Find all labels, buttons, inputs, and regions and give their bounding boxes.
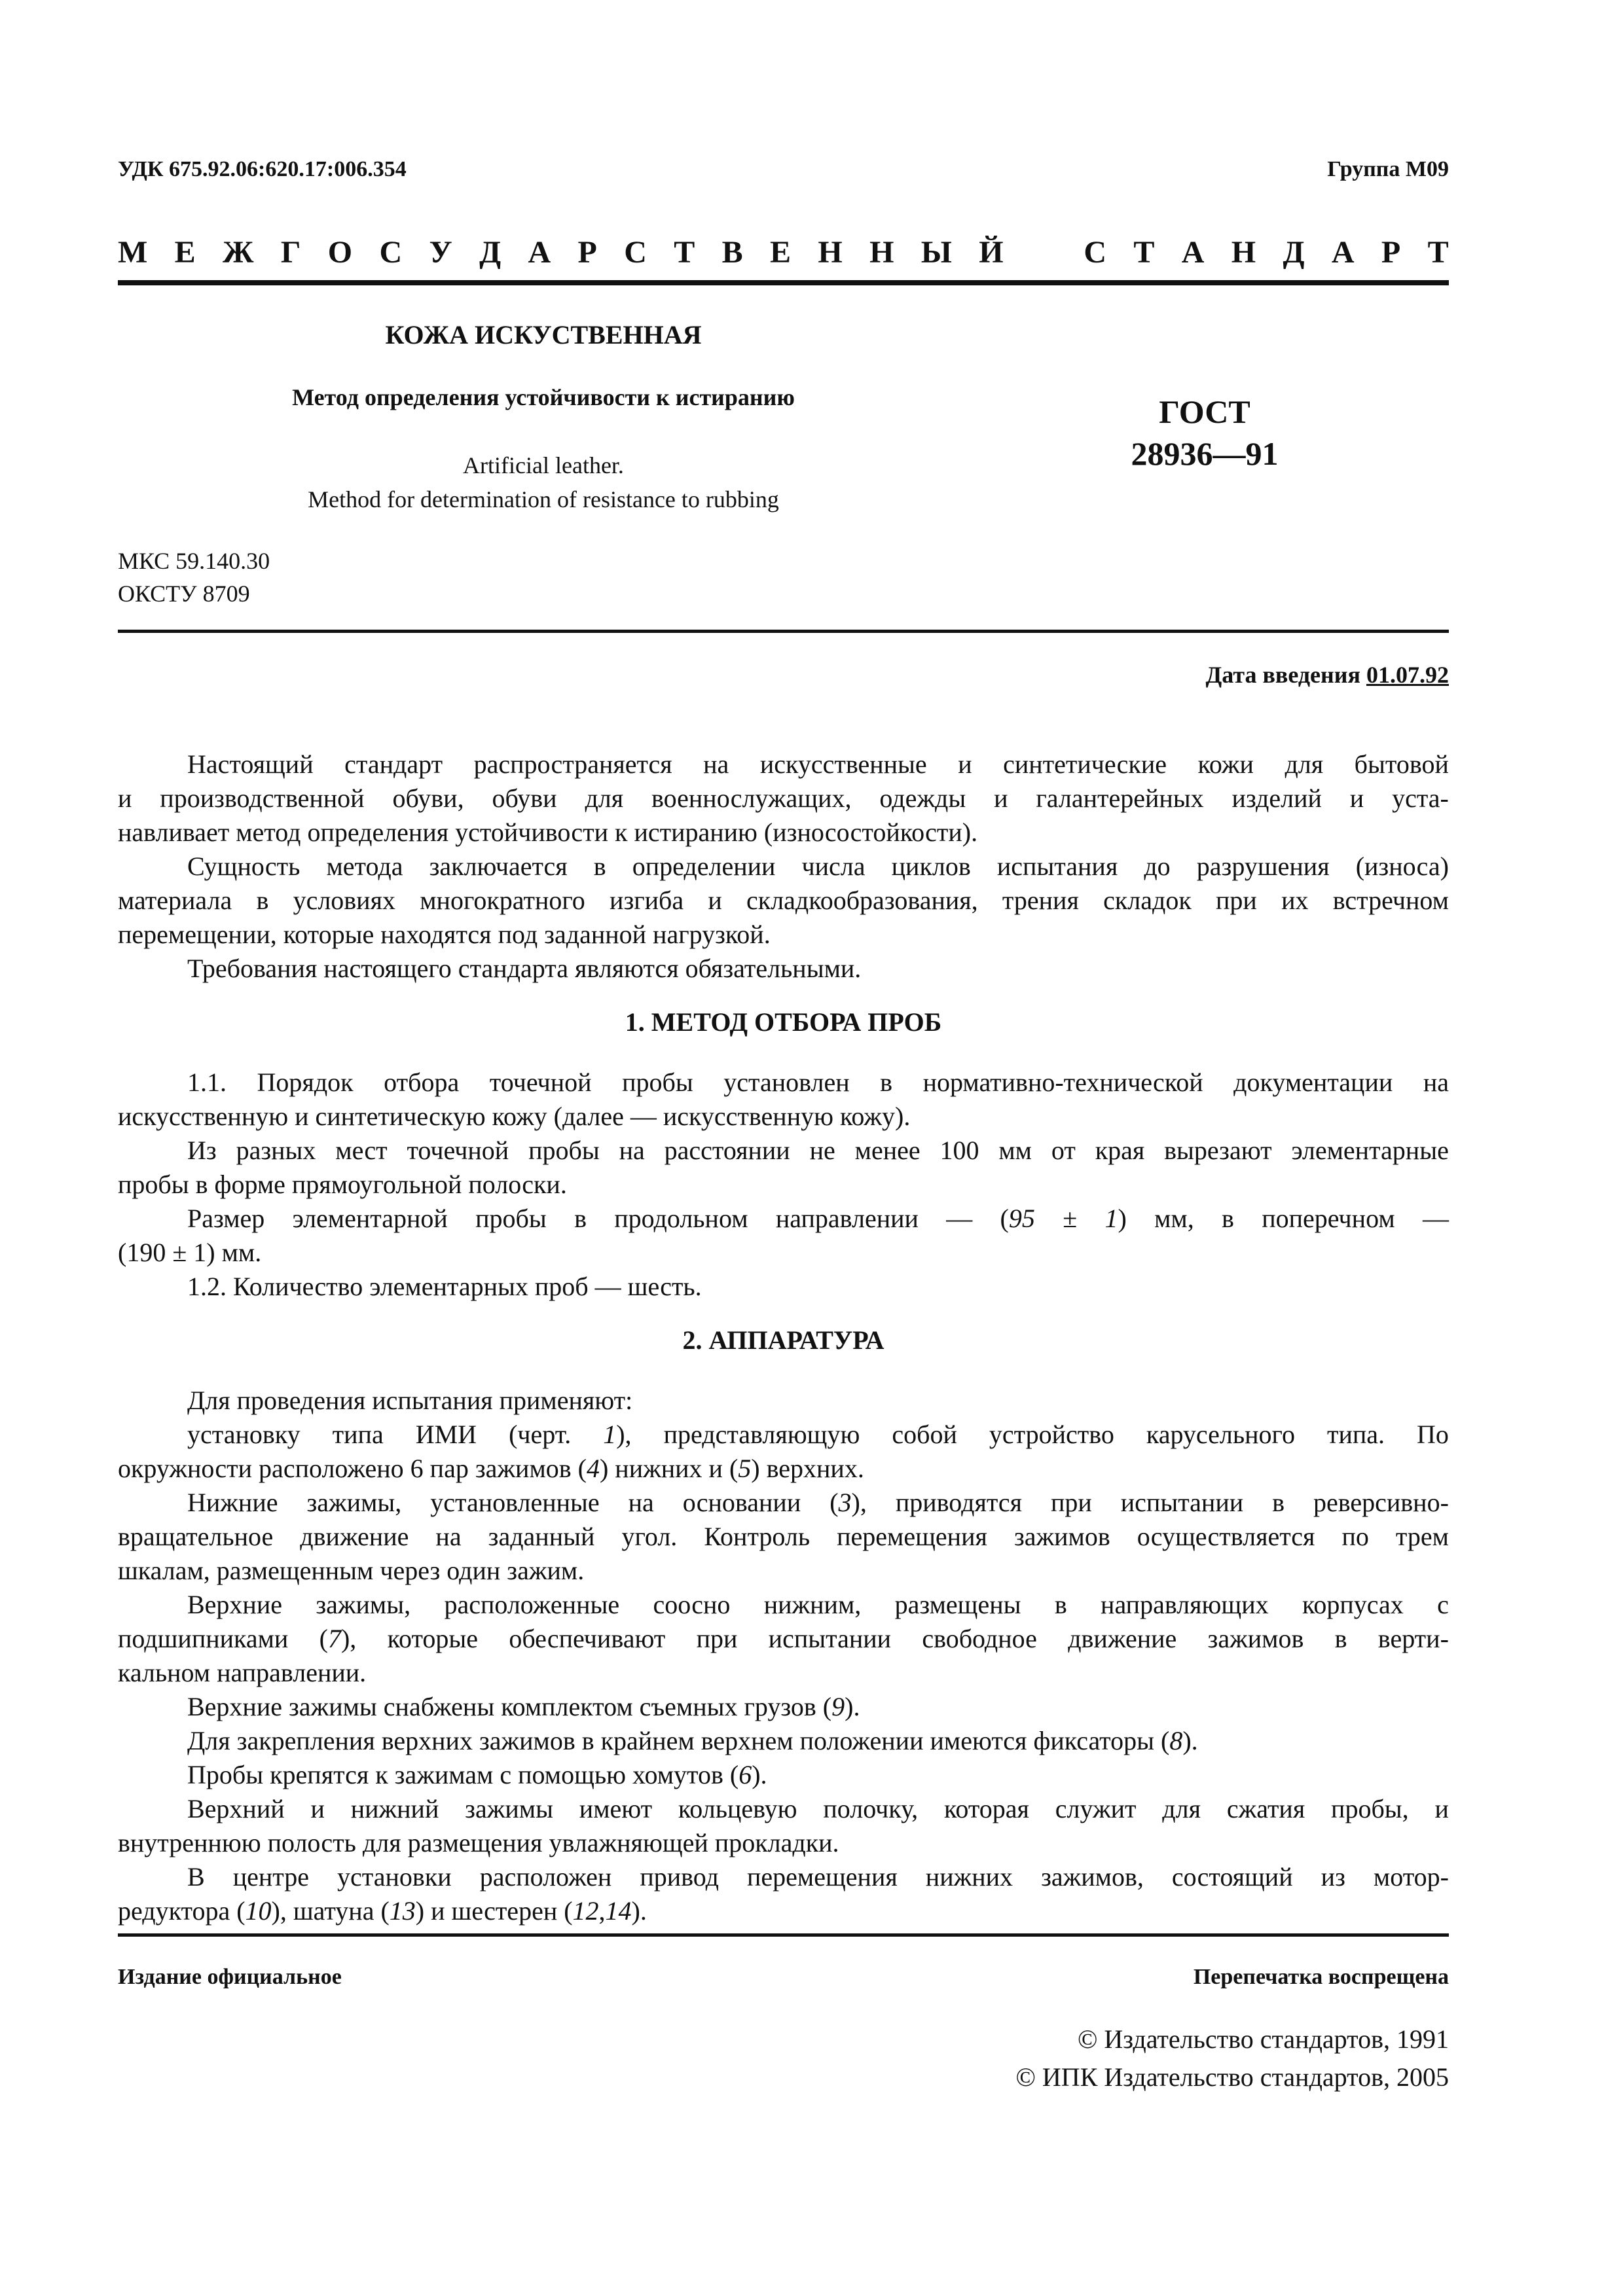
word: свободное — [922, 1624, 1037, 1653]
word-gap — [1030, 234, 1057, 270]
gost-label: ГОСТ — [1159, 393, 1250, 430]
word: 100 — [939, 1136, 979, 1165]
word: зажимы, — [306, 1488, 402, 1517]
word: кольцевую — [678, 1794, 797, 1823]
word: собой — [892, 1420, 957, 1449]
word: и — [994, 783, 1008, 813]
word: испытании — [768, 1624, 892, 1653]
document-title: КОЖА ИСКУСТВЕННАЯ — [385, 320, 702, 350]
word: до — [1144, 852, 1171, 881]
word: (черт. — [509, 1420, 572, 1449]
word: представляющую — [663, 1420, 860, 1449]
word: при — [1216, 886, 1257, 915]
word: на — [1423, 1067, 1449, 1097]
word: условиях — [293, 886, 395, 915]
word: Сущность — [187, 852, 301, 881]
word: одежды — [879, 783, 966, 813]
word: размещены — [894, 1590, 1021, 1619]
text-line: перемещении, которые находятся под заданной нагрузкой. — [118, 920, 771, 949]
word: сжатия — [1226, 1794, 1305, 1823]
word: — — [946, 1204, 973, 1233]
gost-number: 28936—91 — [1131, 435, 1279, 472]
text-line: Для проведения испытания применяют: — [187, 1386, 633, 1415]
word: мотор- — [1373, 1862, 1449, 1892]
word: разрушения — [1196, 852, 1330, 881]
word: мм — [998, 1136, 1032, 1165]
word: заключается — [429, 852, 568, 881]
document-body — [118, 747, 1449, 1928]
text-line: кальном направлении. — [118, 1658, 367, 1687]
word: для — [1285, 749, 1324, 779]
interstate-letter: А — [1181, 235, 1205, 270]
word: зажимы, — [316, 1590, 411, 1619]
word: состоящий — [1171, 1862, 1293, 1892]
top-rule — [118, 280, 1449, 285]
text-line: шкалам, размещенным через один зажим. — [118, 1556, 585, 1585]
interstate-letter: О — [327, 235, 353, 270]
interstate-letter: В — [721, 235, 743, 270]
word: верти- — [1377, 1624, 1449, 1653]
word: полочку, — [823, 1794, 919, 1823]
section-2-heading: 2. АППАРАТУРА — [682, 1325, 884, 1355]
word: встречном — [1332, 886, 1449, 915]
word: складок — [1103, 886, 1192, 915]
word: установлен — [723, 1067, 850, 1097]
word: обуви — [492, 783, 557, 813]
word: движение — [300, 1522, 409, 1551]
intro-block — [118, 747, 1449, 986]
word: — — [1422, 1204, 1449, 1233]
word: осуществляется — [1137, 1522, 1315, 1551]
word: обуви, — [392, 783, 464, 813]
word: в — [574, 1204, 587, 1233]
word: галантерейных — [1036, 783, 1204, 813]
word: трем — [1395, 1522, 1449, 1551]
interstate-letter: М — [118, 235, 148, 270]
word: и — [1434, 1794, 1449, 1823]
word: мест — [335, 1136, 388, 1165]
word: испытании — [1120, 1488, 1244, 1517]
word: зажимов — [1207, 1624, 1304, 1653]
word: основании — [682, 1488, 801, 1517]
word: отбора — [384, 1067, 460, 1097]
text-line: Требования настоящего стандарта являются обязательными. — [187, 954, 862, 983]
footer-rule — [118, 1933, 1449, 1937]
word: их — [1281, 886, 1309, 915]
word: зажимы — [465, 1794, 553, 1823]
word: вращательное — [118, 1522, 274, 1551]
word: соосно — [653, 1590, 731, 1619]
word: и — [708, 886, 722, 915]
word: Порядок — [257, 1067, 354, 1097]
interstate-letter: Р — [1381, 235, 1401, 270]
word: с — [1437, 1590, 1449, 1619]
word: точечной — [407, 1136, 509, 1165]
word: испытания — [996, 852, 1118, 881]
text-line — [118, 1486, 1449, 1520]
word: пробы — [622, 1067, 693, 1097]
word: заданный — [488, 1522, 595, 1551]
word: (3), — [830, 1488, 867, 1517]
word: в — [1054, 1590, 1067, 1619]
word: и — [310, 1794, 325, 1823]
word: от — [1051, 1136, 1076, 1165]
text-line: Для закрепления верхних зажимов в крайнем верхнем положении имеются фиксаторы ( 8 ). — [187, 1726, 1198, 1755]
word: точечной — [489, 1067, 592, 1097]
word: бытовой — [1354, 749, 1449, 779]
word: имеют — [579, 1794, 653, 1823]
word: искусственные — [759, 749, 927, 779]
word: нижних — [925, 1862, 1013, 1892]
interstate-letter: Д — [479, 235, 501, 270]
text-line: Пробы крепятся к зажимам с помощью хомутов ( 6 ). — [187, 1760, 767, 1789]
word: Верхний — [187, 1794, 285, 1823]
word: при — [696, 1624, 738, 1653]
word: приводятся — [895, 1488, 1022, 1517]
word: кожи — [1197, 749, 1254, 779]
word: складкообразования, — [746, 886, 978, 915]
word: числа — [801, 852, 866, 881]
interstate-letter: Н — [1231, 235, 1256, 270]
text-line — [118, 1860, 1449, 1894]
word: мм, — [1154, 1204, 1194, 1233]
word: и — [118, 783, 132, 813]
word: (7), — [319, 1624, 357, 1653]
word: на — [703, 749, 729, 779]
interstate-letter: Е — [174, 235, 196, 270]
word: Нижние — [187, 1488, 278, 1517]
word: Настоящий — [187, 749, 314, 779]
word: в — [1222, 1204, 1234, 1233]
word: распространяется — [473, 749, 672, 779]
word: на — [619, 1136, 645, 1165]
word: пробы — [528, 1136, 600, 1165]
word: типа — [332, 1420, 384, 1449]
word: перемещения — [747, 1862, 898, 1892]
text-line: искусственную и синтетическую кожу (далее — искусственную кожу). — [118, 1102, 911, 1131]
copyright-1991: © Издательство стандартов, 1991 — [1077, 2024, 1449, 2054]
word: привод — [640, 1862, 719, 1892]
word: Из — [187, 1136, 217, 1165]
copyright-2005: © ИПК Издательство стандартов, 2005 — [1015, 2062, 1449, 2092]
word: многократного — [420, 886, 585, 915]
text-line: пробы в форме прямоугольной полоски. — [118, 1170, 567, 1199]
word: обеспечивают — [509, 1624, 666, 1653]
word: направляющих — [1101, 1590, 1269, 1619]
word: Размер — [187, 1204, 265, 1233]
introduction-date-value: 01.07.92 — [1366, 662, 1449, 688]
word: установки — [337, 1862, 452, 1892]
word: изделий — [1231, 783, 1322, 813]
word: определении — [632, 852, 776, 881]
word: в — [1272, 1488, 1285, 1517]
interstate-letter: С — [379, 235, 403, 270]
text-line — [118, 1066, 1449, 1100]
word: устройство — [989, 1420, 1114, 1449]
word: в — [256, 886, 269, 915]
word: пробы — [475, 1204, 547, 1233]
interstate-letter: Н — [818, 235, 843, 270]
text-line: (190 ± 1) мм. — [118, 1238, 262, 1267]
interstate-letter: С — [624, 235, 647, 270]
word: изгиба — [610, 886, 684, 915]
interstate-letter: Р — [577, 235, 597, 270]
word: метода — [326, 852, 403, 881]
section-2-block — [118, 1384, 1449, 1928]
interstate-letter: Й — [979, 235, 1004, 270]
text-line: навливает метод определения устойчивости к истиранию (износостойкости). — [118, 817, 978, 847]
word: (95 — [1000, 1204, 1035, 1233]
word: в — [593, 852, 606, 881]
word: которая — [943, 1794, 1029, 1823]
word: по — [1341, 1522, 1369, 1551]
text-line — [118, 884, 1449, 918]
word: карусельного — [1146, 1420, 1295, 1449]
word: движение — [1068, 1624, 1177, 1653]
word: на — [628, 1488, 654, 1517]
interstate-letter: Ж — [223, 235, 254, 270]
word: для — [1162, 1794, 1201, 1823]
header-separator-rule — [118, 630, 1449, 633]
word: края — [1095, 1136, 1145, 1165]
english-title-line-1: Artificial leather. — [463, 452, 624, 478]
word: центре — [232, 1862, 310, 1892]
word: элементарные — [1291, 1136, 1449, 1165]
word: для — [585, 783, 624, 813]
mks-code: МКС 59.140.30 — [118, 548, 270, 574]
text-line — [118, 1792, 1449, 1826]
word: ± — [1063, 1204, 1078, 1233]
word: синтетические — [1003, 749, 1167, 779]
word: расположенные — [444, 1590, 620, 1619]
word: элементарной — [292, 1204, 448, 1233]
word: уста- — [1392, 783, 1449, 813]
word: служит — [1055, 1794, 1137, 1823]
word: перемещения — [837, 1522, 987, 1551]
interstate-letter: Д — [1283, 235, 1305, 270]
interstate-letter: Т — [1427, 235, 1449, 270]
word: зажимов — [1013, 1522, 1110, 1551]
udk-code: УДК 675.92.06:620.17:006.354 — [118, 157, 407, 181]
word: документации — [1233, 1067, 1393, 1097]
okstu-code: ОКСТУ 8709 — [118, 581, 250, 607]
word: 1), — [603, 1420, 632, 1449]
text-line — [118, 1520, 1449, 1554]
word: подшипниками — [118, 1624, 289, 1653]
section-1-heading: 1. МЕТОД ОТБОРА ПРОБ — [625, 1007, 942, 1037]
word: реверсивно- — [1313, 1488, 1449, 1517]
word: трения — [1002, 886, 1079, 915]
text-line — [118, 781, 1449, 816]
word: менее — [854, 1136, 921, 1165]
word: вырезают — [1164, 1136, 1272, 1165]
interstate-letter: Т — [1133, 235, 1155, 270]
reprint-prohibited-label: Перепечатка воспрещена — [1193, 1965, 1449, 1989]
text-line: внутреннюю полость для размещения увлажняющей прокладки. — [118, 1828, 839, 1857]
text-line: 1.2. Количество элементарных проб — шесть. — [187, 1272, 702, 1301]
word: разных — [236, 1136, 316, 1165]
word: нижний — [350, 1794, 439, 1823]
word: расположен — [479, 1862, 612, 1892]
word: установленные — [430, 1488, 600, 1517]
text-line — [118, 1134, 1449, 1168]
interstate-letter: Е — [770, 235, 792, 270]
word: расстоянии — [664, 1136, 790, 1165]
official-edition-label: Издание официальное — [118, 1965, 342, 1989]
word: из — [1321, 1862, 1345, 1892]
interstate-letter: Г — [280, 235, 301, 270]
document-subtitle: Метод определения устойчивости к истиранию — [292, 384, 795, 410]
word: В — [187, 1862, 205, 1892]
word: корпусах — [1302, 1590, 1404, 1619]
word: угол. — [621, 1522, 678, 1551]
word: на — [435, 1522, 462, 1551]
text-line — [118, 1418, 1449, 1452]
word: 1) — [1104, 1204, 1127, 1233]
text-line — [118, 1202, 1449, 1236]
word: Верхние — [187, 1590, 282, 1619]
word: не — [809, 1136, 835, 1165]
text-line — [118, 1588, 1449, 1622]
introduction-date — [1206, 661, 1450, 689]
text-line: окружности расположено 6 пар зажимов ( 4 ) нижних и ( 5 ) верхних. — [118, 1454, 864, 1483]
word: Контроль — [704, 1522, 811, 1551]
word: направлении — [775, 1204, 919, 1233]
word: при — [1050, 1488, 1092, 1517]
word: пробы, — [1331, 1794, 1409, 1823]
word: в — [1334, 1624, 1347, 1653]
word: зажимов, — [1041, 1862, 1144, 1892]
text-line: Верхние зажимы снабжены комплектом съемных грузов ( 9 ). — [187, 1692, 860, 1721]
interstate-letter: Н — [869, 235, 894, 270]
word: нижним, — [763, 1590, 862, 1619]
word: поперечном — [1262, 1204, 1395, 1233]
english-title-line-2: Method for determination of resistance to rubbing — [308, 486, 779, 512]
interstate-letter: А — [1331, 235, 1355, 270]
interstate-letter: У — [429, 235, 452, 270]
word: которые — [387, 1624, 479, 1653]
interstate-letter: Ы — [921, 235, 952, 270]
text-line — [118, 1622, 1449, 1656]
word: (износа) — [1355, 852, 1449, 881]
word: ИМИ — [415, 1420, 477, 1449]
section-1-block — [118, 1066, 1449, 1304]
interstate-letter: А — [528, 235, 551, 270]
interstate-letter: С — [1084, 235, 1107, 270]
word: 1.1. — [187, 1067, 227, 1097]
word: производственной — [160, 783, 365, 813]
word: и — [958, 749, 972, 779]
word: и — [1349, 783, 1364, 813]
word: циклов — [891, 852, 971, 881]
group-code: Группа М09 — [1327, 157, 1449, 181]
word: военнослужащих, — [651, 783, 852, 813]
word: установку — [187, 1420, 301, 1449]
word: нормативно-технической — [922, 1067, 1203, 1097]
word: материала — [118, 886, 232, 915]
text-line — [118, 747, 1449, 781]
text-line — [118, 850, 1449, 884]
word: в — [880, 1067, 893, 1097]
text-line: редуктора ( 10 ), шатуна ( 13 ) и шестерен ( 12 , 14 ). — [118, 1896, 647, 1926]
interstate-letter: Т — [674, 235, 695, 270]
word: стандарт — [344, 749, 443, 779]
word: типа. — [1326, 1420, 1385, 1449]
word: По — [1417, 1420, 1449, 1449]
introduction-date-label: Дата введения — [1205, 662, 1360, 688]
interstate-standard-heading — [118, 234, 1449, 270]
word: продольном — [614, 1204, 748, 1233]
